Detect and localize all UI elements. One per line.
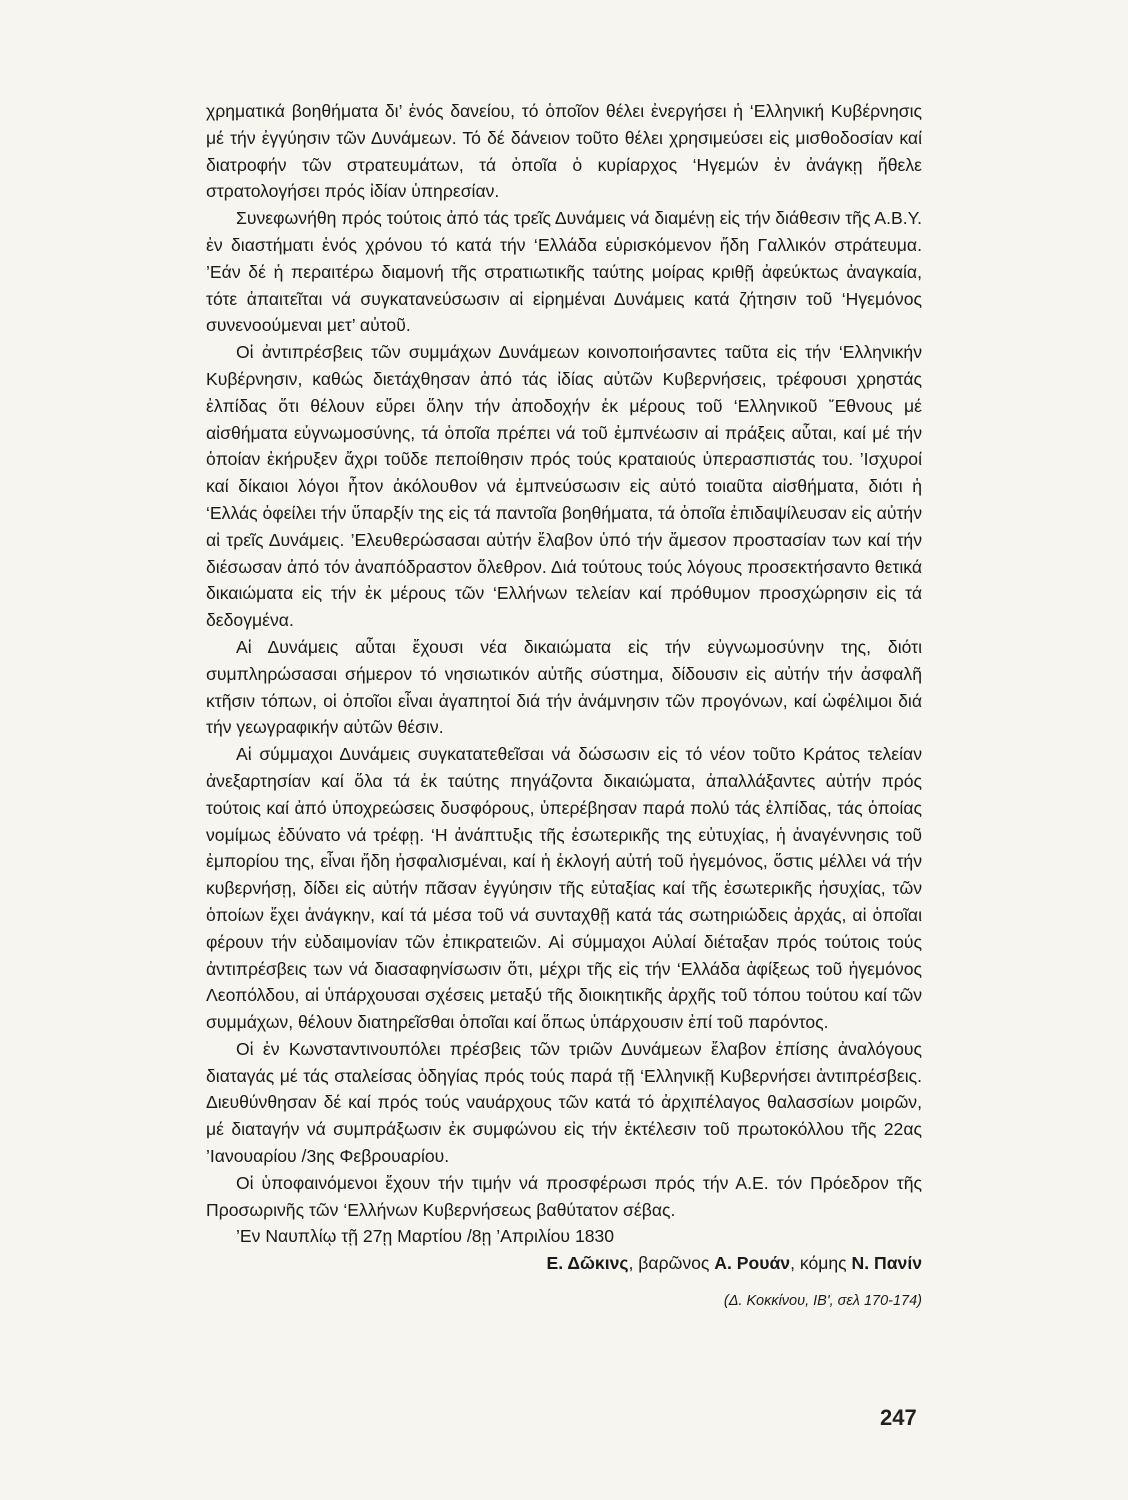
signatory-1: Ε. Δῶκινς (546, 1253, 629, 1274)
signatory-3: Ν. Πανίν (851, 1253, 922, 1274)
paragraph-6: Οἱ ἐν Κωνσταντινουπόλει πρέσβεις τῶν τριῶν Δυνάμεων ἔλαβον ἐπίσης ἀναλόγους διαταγάς μέ τάς σταλείσας ὁδηγίας πρός τούς παρά τῇ ‘Ελληνικῇ Κυβερνήσει ἀντιπρέσβεις. Διευθύνθησαν δέ καί πρός τούς ναυάρχους τῶν κατά τό ἀρχιπέλαγος θαλασσίων μοιρῶν, μέ διαταγήν νά συμπράξωσιν ἐκ συμφώνου εἰς τήν ἐκτέλεσιν τοῦ πρωτοκόλλου τῆς 22ας ’Ιανουαρίου /3ης Φεβρουαρίου. (206, 1038, 922, 1167)
source-citation: (Δ. Κοκκίνου, ΙΒ', σελ 170-174) (723, 1293, 922, 1310)
paragraph-3: Οἱ ἀντιπρέσβεις τῶν συμμάχων Δυνάμεων κοινοποιήσαντες ταῦτα εἰς τήν ‘Ελληνικήν Κυβέρνησιν, καθώς διετάχθησαν ἀπό τάς ἰδίας αὐτῶν Κυβερνήσεις, τρέφουσι χρηστάς ἐλπίδας ὅτι θέλουν εὕρει ὅλην τήν ἀποδοχήν ἐκ μέρους τοῦ ‘Ελληνικοῦ ῎Εθνους μέ αἰσθήματα εὐγνωμοσύνης, τά ὁποῖα πρέπει νά τοῦ ἐμπνέωσιν αἱ πράξεις αὗται, καί μέ τήν ὁποίαν ἐκήρυξεν ἄχρι τοῦδε πεποίθησιν πρός τούς κραταιούς ὑπερασπιστάς του. ’Ισχυροί καί δίκαιοι λόγοι ἦτον ἀκόλουθον νά ἐμπνεύσωσιν εἰς αὐτό τοιαῦτα αἰσθήματα, διότι ἡ ‘Ελλάς ὀφείλει τήν ὕπαρξίν της εἰς τά παντοῖα βοηθήματα, τά ὁποῖα ἐπιδαψίλευσαν εἰς αὐτήν αἱ τρεῖς Δυνάμεις. ’Ελευθερώσασαι αὐτήν ἔλαβον ὑπό τήν ἄμεσον προστασίαν των καί τήν διέσωσαν ἀπό τόν ἀναπόδραστον ὄλεθρον. Διά τούτους τούς λόγους προσεκτήσαντο θετικά δικαιώματα εἰς τήν ἐκ μέρους τῶν ‘Ελλήνων τελείαν καί πρόθυμον προσχώρησιν εἰς τά δεδογμένα. (206, 342, 922, 631)
paragraph-5: Αἱ σύμμαχοι Δυνάμεις συγκατατεθεῖσαι νά δώσωσιν εἰς τό νέον τοῦτο Κράτος τελείαν ἀνεξαρτησίαν καί ὅλα τά ἐκ ταύτης πηγάζοντα δικαιώματα, ἀπαλλάξαντες αὐτήν πρός τούτοις καί ἀπό ὑποχρεώσεις δυσφόρους, ὑπερέβησαν παρά πολύ τάς ἐλπίδας, τάς ὁποίας νομίμως ἐδύνατο νά τρέφῃ. ‘Η ἀνάπτυξις τῆς ἐσωτερικῆς της εὐτυχίας, ἡ ἀναγέννησις τοῦ ἐμπορίου της, εἶναι ἤδη ἠσφαλισμέναι, καί ἡ ἐκλογή αὐτή τοῦ ἡγεμόνος, ὅστις μέλλει νά τήν κυβερνήσῃ, δίδει εἰς αὐτήν πᾶσαν ἐγγύησιν τῆς εὐταξίας καί τῆς ἐσωτερικῆς ἡσυχίας, τῶν ὁποίων ἔχει ἀνάγκην, καί τά μέσα τοῦ νά συνταχθῇ κατά τάς σωτηριώδεις ἀρχάς, αἱ ὁποῖαι φέρουν τήν εὐδαιμονίαν τῶν ἐπικρατειῶν. Αἱ σύμμαχοι Αὐλαί διέταξαν πρός τούτοις τούς ἀντιπρέσβεις των νά διασαφηνίσωσιν ὅτι, μέχρι τῆς εἰς τήν ‘Ελλάδα ἀφίξεως τοῦ ἡγεμόνος Λεοπόλδου, αἱ ὑπάρχουσαι σχέσεις μεταξύ τῆς διοικητικῆς ἀρχῆς τοῦ τόπου τούτου καί τῶν συμμάχων, θέλουν διατηρεῖσθαι ὁποῖαι καί ὅπως ὑπάρχουσιν ἐπί τοῦ παρόντος. (206, 744, 922, 1033)
signature-line (206, 1250, 922, 1277)
paragraph-2: Συνεφωνήθη πρός τούτοις ἀπό τάς τρεῖς Δυνάμεις νά διαμένῃ εἰς τήν διάθεσιν τῆς Α.Β.Υ. ἐν διαστήματι ἑνός χρόνου τό κατά τήν ‘Ελλάδα εὑρισκόμενον ἤδη Γαλλικόν στράτευμα. ’Εάν δέ ἡ περαιτέρω διαμονή τῆς στρατιωτικῆς ταύτης μοίρας κριθῇ ἀφεύκτως ἀναγκαία, τότε ἀπαιτεῖται νά συγκατανεύσωσιν αἱ εἰρημέναι Δυνάμεις κατά ζήτησιν τοῦ ‘Ηγεμόνος συνενοούμεναι μετ’ αὐτοῦ. (206, 208, 922, 336)
body-text (206, 98, 922, 1311)
paragraph-4: Αἱ Δυνάμεις αὗται ἔχουσι νέα δικαιώματα εἰς τήν εὐγνωμοσύνην της, διότι συμπληρώσασαι σήμερον τό νησιωτικόν αὐτῆς σύστημα, δίδουσιν εἰς αὐτήν τήν ἀσφαλῆ κτῆσιν τόπων, οἱ ὁποῖοι εἶναι ἀγαπητοί διά τήν ἀνάμνησιν τῶν προγόνων, καί ὠφέλιμοι διά τήν γεωγραφικήν αὐτῶν θέσιν. (206, 636, 922, 738)
page-number: 247 (880, 1405, 917, 1430)
dateline: ’Εν Ναυπλίῳ τῇ 27ῃ Μαρτίου /8ῃ ’Απριλίου 1830 (236, 1226, 615, 1247)
signature-separator-2: , κόμης (790, 1253, 852, 1274)
paragraph-7: Οἱ ὑποφαινόμενοι ἔχουν τήν τιμήν νά προσφέρωσι πρός τήν Α.Ε. τόν Πρόεδρον τῆς Προσωρινῆς τῶν ‘Ελλήνων Κυβερνήσεως βαθύτατον σέβας. (206, 1172, 922, 1220)
paragraph-1: χρηματικά βοηθήματα δι’ ἑνός δανείου, τό ὁποῖον θέλει ἐνεργήσει ἡ ‘Ελληνική Κυβέρνησις μέ τήν ἐγγύησιν τῶν Δυνάμεων. Τό δέ δάνειον τοῦτο θέλει χρησιμεύσει εἰς μισθοδοσίαν καί διατροφήν τῶν στρατευμάτων, τά ὁποῖα ὁ κυρίαρχος ‘Ηγεμών ἐν ἀνάγκῃ ἤθελε στρατολογήσει πρός ἰδίαν ὑπηρεσίαν. (206, 101, 922, 202)
signature-separator-1: , βαρῶνος (628, 1253, 715, 1274)
signatory-2: Α. Ρουάν (714, 1253, 791, 1274)
